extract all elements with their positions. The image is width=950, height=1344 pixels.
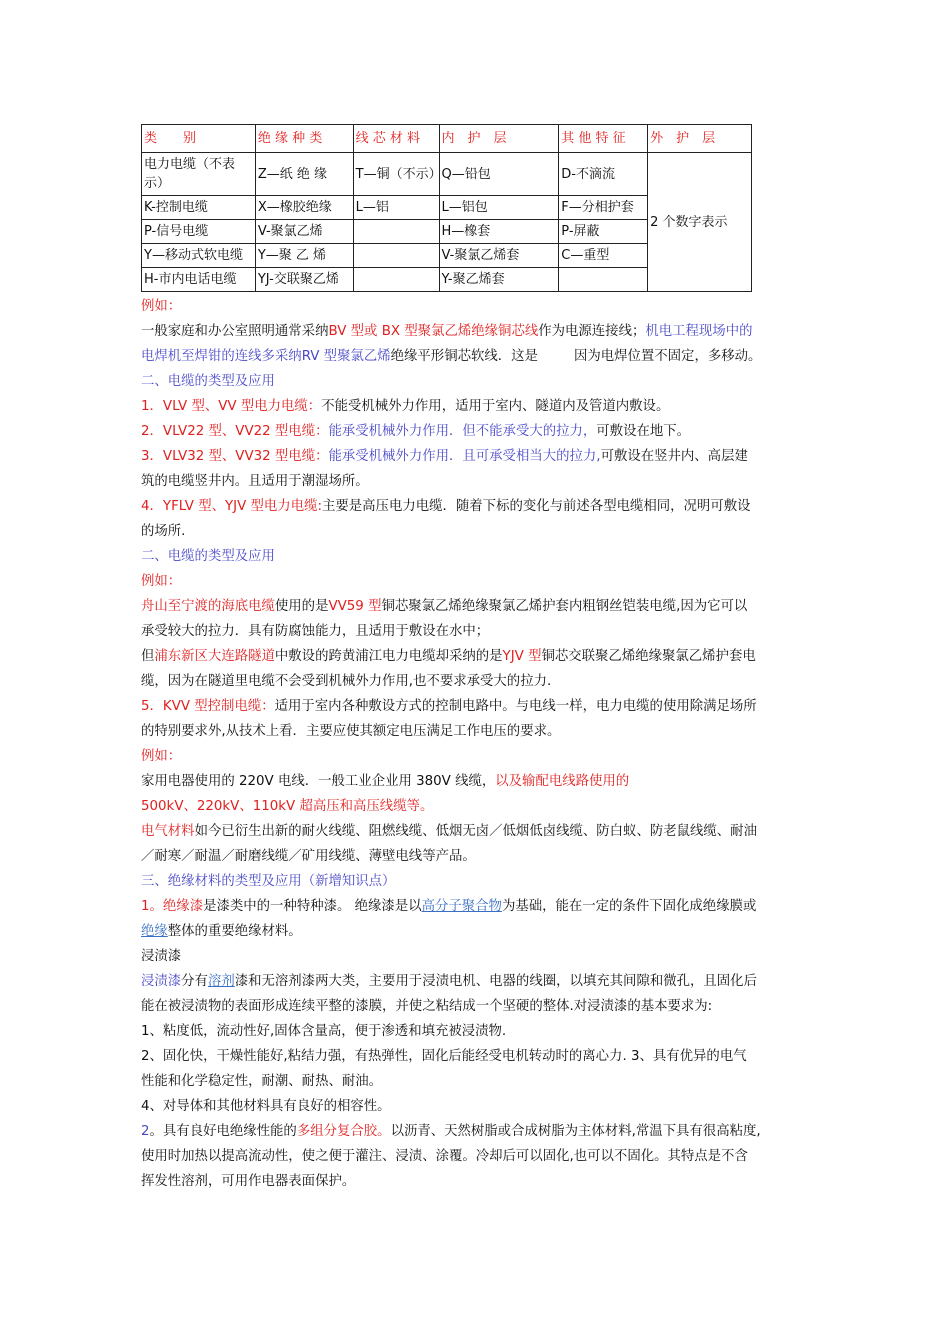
paragraph-line: ／耐寒／耐温／耐磨线缆／矿用线缆、薄壁电线等产品。 [141,849,476,864]
highlight-run: 3．VLV32 型、VV32 型电缆： [141,449,329,464]
table-cell: V-聚氯乙烯套 [439,244,559,268]
text-run: 但 [141,649,155,664]
text-run: 是漆类中的一种特种漆。 绝缘漆是以 [203,899,422,914]
highlight-run: 舟山至宁渡的海底电缆 [141,599,275,614]
highlight-run: 1。 [141,899,163,914]
text-run: 绝缘平形铜芯软线．这是 [390,349,538,364]
highlight-run: 1．VLV 型、VV 型电力电缆： [141,399,322,414]
table-row [142,153,752,196]
text-run: 主要是高压电力电缆．随着下标的变化与前述各型电缆相同，况明可敷设 [322,499,751,514]
document-page [141,124,811,1194]
table-cell: Z—纸 绝 缘 [255,153,353,196]
table-cell: Y-聚乙烯套 [439,268,559,292]
header-category: 类 别 [142,125,256,153]
paragraph-line [141,394,811,419]
highlight-run: 5．KVV 型控制电缆： [141,699,275,714]
body-text [141,294,811,1194]
section-heading: 三、绝缘材料的类型及应用（新增知识点） [141,874,396,889]
text-run: 以沥青、天然树脂或合成树脂为主体材料,常温下具有很高粘度, [390,1124,761,1139]
highlight-run: 电焊机至焊钳的连线多采纳 [141,349,302,364]
paragraph-line [141,819,811,844]
text-run: 适用于室内各种敷设方式的控制电路中。与电线一样，电力电缆的使用除满足场所 [274,699,757,714]
paragraph-line: 的特别要求外,从技术上看．主要应使其额定电压满足工作电压的要求。 [141,724,561,739]
paragraph-line: 性能和化学稳定性，耐潮、耐热、耐油。 [141,1074,383,1089]
paragraph-line: 4、对导体和其他材料具有良好的相容性。 [141,1099,391,1114]
text-run: 一般家庭和办公室照明通常采纳 [141,324,329,339]
highlight-run: BV 型或 BX 型聚氯乙烯绝缘铜芯线 [328,324,539,339]
text-run: 。具有良好电绝缘性能的 [149,1124,297,1139]
paragraph-line: 承受较大的拉力．具有防腐蚀能力，且适用于敷设在水中； [141,624,490,639]
paragraph-line [141,1119,811,1144]
text-run: 家用电器使用的 220V 电线．一般工业企业用 380V 线缆， [141,774,496,789]
solvent-link[interactable]: 溶剂 [207,974,235,989]
insulation-link[interactable]: 绝缘 [141,924,168,939]
table-cell [353,244,439,268]
highlight-run: 4．YFLV 型、YJV 型电力电缆: [141,499,322,514]
table-cell: Q—铅包 [439,153,559,196]
paragraph-line: 筑的电缆竖井内。且适用于潮湿场所。 [141,474,369,489]
paragraph-line [141,319,811,344]
paragraph-line [141,894,811,919]
paragraph-line [141,769,811,794]
table-cell: Y—聚 乙 烯 [255,244,353,268]
example-label: 例如： [141,574,182,589]
text-run: 可敷设在地下。 [596,424,691,439]
table-cell: V-聚氯乙烯 [255,220,353,244]
highlight-run: 多组分复合胶。 [296,1124,391,1139]
highlight-run: 浦东新区大连路隧道 [154,649,275,664]
table-cell: P-屏蔽 [559,220,648,244]
paragraph-line: 使用时加热以提高流动性，使之便于灌注、浸渍、涂覆。冷却后可以固化,也可以不固化。其特点是不含 [141,1149,748,1164]
table-cell: T—铜（不示） [353,153,439,196]
text-run: 铜芯聚氯乙烯绝缘聚氯乙烯护套内粗钢丝铠装电缆,因为它可以 [381,599,748,614]
cable-type-table [141,124,752,292]
table-cell: Y—移动式软电缆 [142,244,256,268]
paragraph-line: 能在被浸渍物的表面形成连续平整的漆膜，并使之粘结成一个坚硬的整体.对浸渍漆的基本要求为: [141,999,713,1014]
table-cell: F—分相护套 [559,196,648,220]
header-other-features: 其 他 特 征 [559,125,648,153]
highlight-run: YJV 型 [502,649,542,664]
table-cell: H-市内电话电缆 [142,268,256,292]
paragraph-line [141,594,811,619]
section-heading: 二、电缆的类型及应用 [141,549,275,564]
text-run: 使用的是 [274,599,329,614]
paragraph-line [141,444,811,469]
table-cell: X—橡胶绝缘 [255,196,353,220]
subheading: 浸渍漆 [141,949,182,964]
table-cell: K-控制电缆 [142,196,256,220]
text-run: 中敷设的跨黄浦江电力电缆却采纳的是 [274,649,503,664]
text-run: 因为电焊位置不固定，多移动。 [573,349,762,364]
paragraph-line: 1、粘度低，流动性好,固体含量高，便于渗透和填充被浸渍物. [141,1024,507,1039]
paragraph-line: 500kV、220kV、110kV 超高压和高压线缆等。 [141,799,434,814]
paragraph-line: 2、固化快，干燥性能好,粘结力强，有热弹性，固化后能经受电机转动时的离心力. 3、具有优异的电气 [141,1049,747,1064]
paragraph-line: 的场所. [141,524,186,539]
paragraph-line: 缆，因为在隧道里电缆不会受到机械外力作用,也不要求承受大的拉力. [141,674,552,689]
example-label: 例如： [141,299,182,314]
table-cell [353,220,439,244]
text-run: 为基础，能在一定的条件下固化成绝缘膜或 [501,899,757,914]
highlight-run: 2 [141,1124,150,1139]
table-cell: L—铝 [353,196,439,220]
polymer-link[interactable]: 高分子聚合物 [421,899,502,914]
highlight-run: 绝缘漆 [162,899,204,914]
paragraph-line [141,344,811,369]
text-run: 铜芯交联聚乙烯绝缘聚氯乙烯护套电 [541,649,756,664]
highlight-run: 2．VLV22 型、VV22 型电缆： [141,424,329,439]
highlight-run: RV 型聚氯乙烯 [301,349,391,364]
text-run: 分有 [181,974,208,989]
text-run: 如今已衍生出新的耐火线缆、阻燃线缆、低烟无卤／低烟低卤线缆、防白蚁、防老鼠线缆、耐油 [194,824,757,839]
outer-sheath-cell: 2 个数字表示 [648,153,752,292]
table-cell: H—橡套 [439,220,559,244]
highlight-run: VV59 型 [328,599,382,614]
highlight-run: 浸渍漆 [141,974,182,989]
section-heading: 二、电缆的类型及应用 [141,374,275,389]
header-insulation: 绝 缘 种 类 [255,125,353,153]
highlight-run: 以及输配电线路使用的 [495,774,630,789]
paragraph-line [141,694,811,719]
table-cell [353,268,439,292]
highlight-run: 机电工程现场中的 [645,324,753,339]
table-cell: L—铝包 [439,196,559,220]
table-cell: P-信号电缆 [142,220,256,244]
paragraph-line [141,494,811,519]
highlight-run: 电气材料 [141,824,195,839]
paragraph-line [141,644,811,669]
table-cell: C—重型 [559,244,648,268]
text-run: 不能受机械外力作用，适用于室内、隧道内及管道内敷设。 [321,399,670,414]
paragraph-line [141,419,811,444]
highlight-run: 能承受机械外力作用．且可承受相当大的拉力, [328,449,601,464]
paragraph-line [141,919,811,944]
text-run: 整体的重要绝缘材料。 [167,924,302,939]
table-cell [559,268,648,292]
table-cell: D-不滴流 [559,153,648,196]
table-cell: 电力电缆（不表示） [142,153,256,196]
header-inner-sheath: 内 护 层 [439,125,559,153]
highlight-run: 能承受机械外力作用．但不能承受大的拉力， [328,424,597,439]
paragraph-line [141,969,811,994]
text-run: 漆和无溶剂漆两大类，主要用于浸渍电机、电器的线圈，以填充其间隙和微孔，且固化后 [234,974,757,989]
paragraph-line: 挥发性溶剂，可用作电器表面保护。 [141,1174,356,1189]
text-run: 作为电源连接线； [538,324,646,339]
table-header-row [142,125,752,153]
header-outer-sheath: 外 护 层 [648,125,752,153]
example-label: 例如： [141,749,182,764]
table-cell: YJ-交联聚乙烯 [255,268,353,292]
header-conductor: 线 芯 材 料 [353,125,439,153]
text-run: 可敷设在竖井内、高层建 [600,449,748,464]
